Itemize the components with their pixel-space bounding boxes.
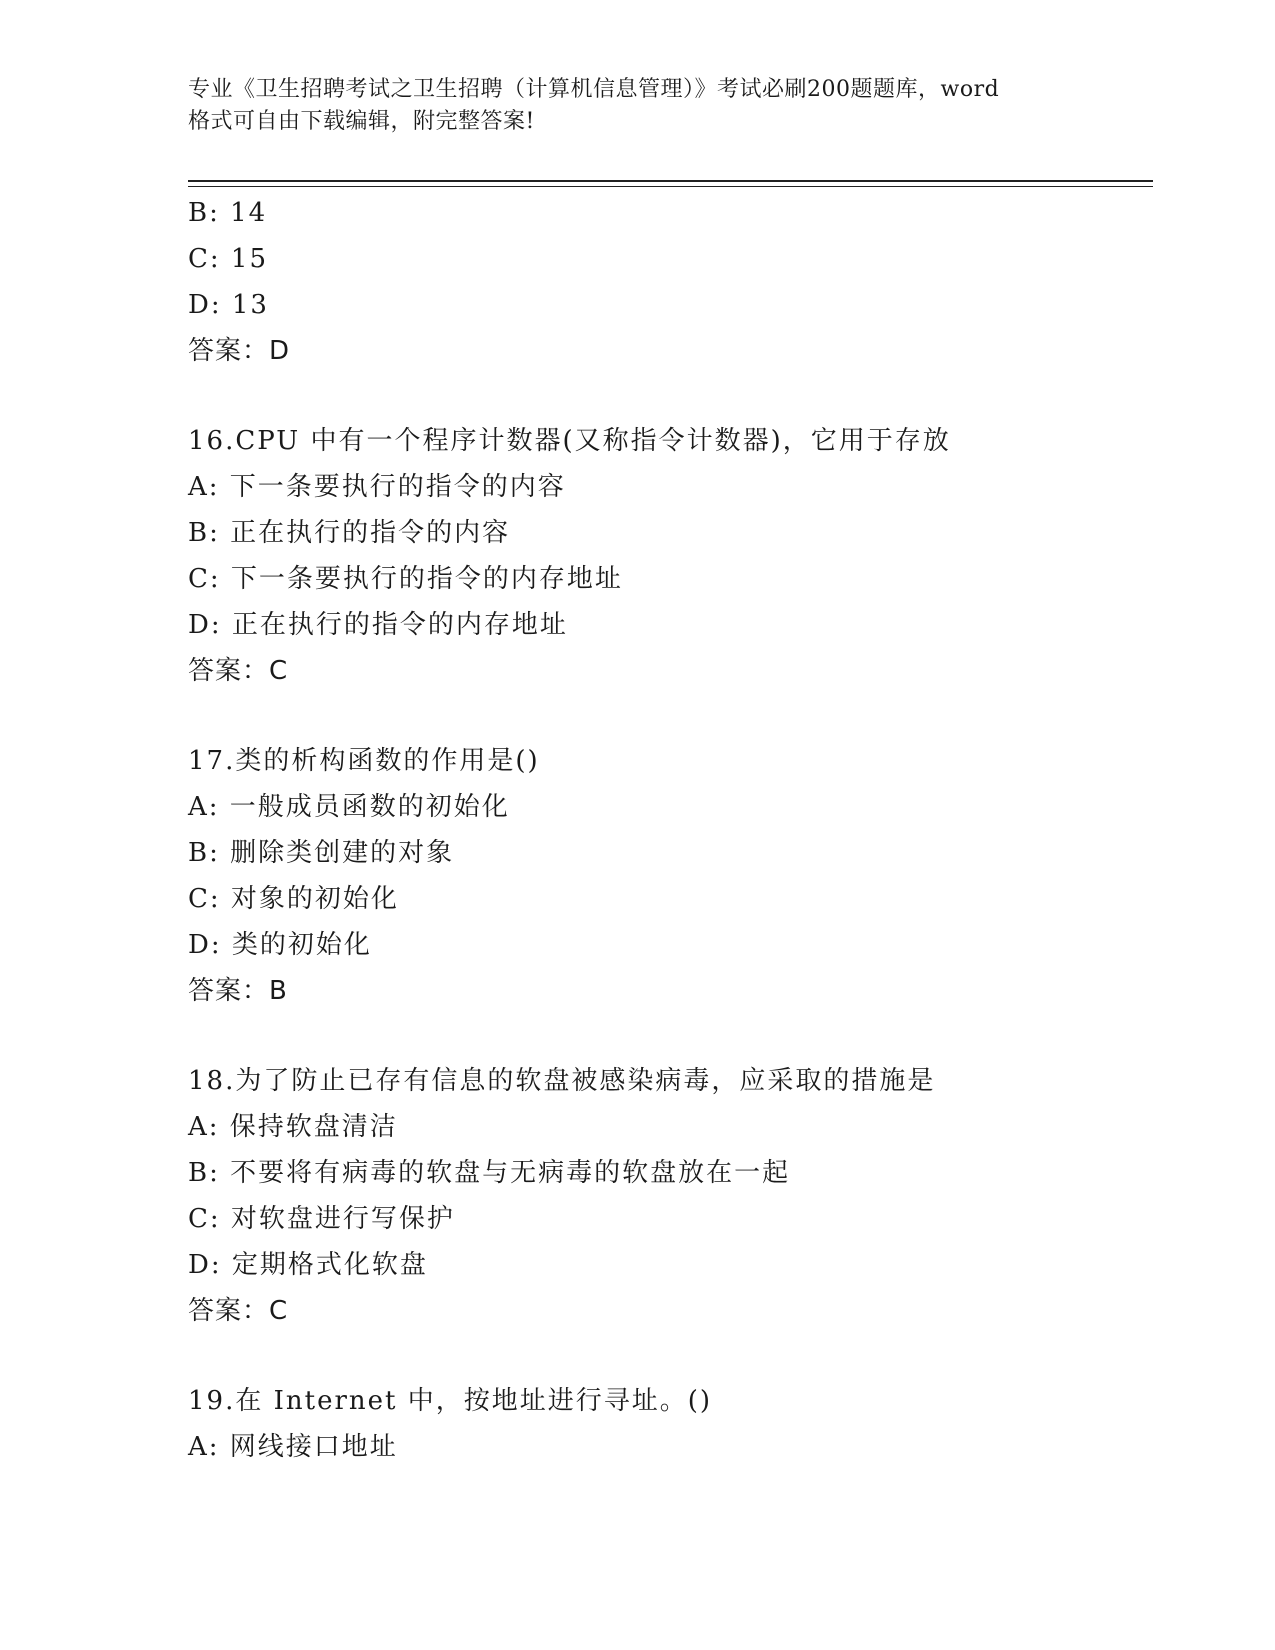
answer-line: 答案：C xyxy=(188,656,289,686)
header-title-line-2: 格式可自由下载编辑，附完整答案! xyxy=(188,109,535,134)
option-c: C: 下一条要执行的指令的内存地址 xyxy=(188,564,623,594)
option-a: A: 网线接口地址 xyxy=(188,1432,398,1462)
question-stem: 19.在 Internet 中，按地址进行寻址。() xyxy=(188,1386,713,1416)
option-a: A: 一般成员函数的初始化 xyxy=(188,792,510,822)
spacer xyxy=(188,1014,1148,1058)
option-b: B: 14 xyxy=(188,198,268,228)
option-c: C: 对软盘进行写保护 xyxy=(188,1204,455,1234)
option-c: C: 对象的初始化 xyxy=(188,884,399,914)
option-d: D: 类的初始化 xyxy=(188,930,372,960)
document-body xyxy=(188,190,1148,1470)
spacer xyxy=(188,374,1148,418)
answer-line: 答案：C xyxy=(188,1296,289,1326)
question-19 xyxy=(188,1378,1148,1470)
option-b: B: 正在执行的指令的内容 xyxy=(188,518,511,548)
header-title-line-1: 专业《卫生招聘考试之卫生招聘（计算机信息管理）》考试必刷200题题库，word xyxy=(188,77,1000,102)
option-d: D: 定期格式化软盘 xyxy=(188,1250,428,1280)
spacer xyxy=(188,1334,1148,1378)
question-16 xyxy=(188,418,1148,694)
question-stem: 18.为了防止已存有信息的软盘被感染病毒，应采取的措施是 xyxy=(188,1066,936,1096)
option-b: B: 删除类创建的对象 xyxy=(188,838,455,868)
spacer xyxy=(188,694,1148,738)
question-17 xyxy=(188,738,1148,1014)
option-a: A: 保持软盘清洁 xyxy=(188,1112,398,1142)
option-c: C: 15 xyxy=(188,244,269,274)
question-stem: 16.CPU 中有一个程序计数器(又称指令计数器)，它用于存放 xyxy=(188,426,951,456)
option-d: D: 13 xyxy=(188,290,269,320)
option-d: D: 正在执行的指令的内存地址 xyxy=(188,610,568,640)
answer-line: 答案：D xyxy=(188,336,291,366)
option-a: A: 下一条要执行的指令的内容 xyxy=(188,472,566,502)
answer-line: 答案：B xyxy=(188,976,288,1006)
question-stem: 17.类的析构函数的作用是() xyxy=(188,746,540,776)
option-b: B: 不要将有病毒的软盘与无病毒的软盘放在一起 xyxy=(188,1158,791,1188)
question-18 xyxy=(188,1058,1148,1334)
question-15-tail xyxy=(188,190,1148,374)
page-header xyxy=(188,74,1088,138)
header-divider xyxy=(188,180,1153,187)
